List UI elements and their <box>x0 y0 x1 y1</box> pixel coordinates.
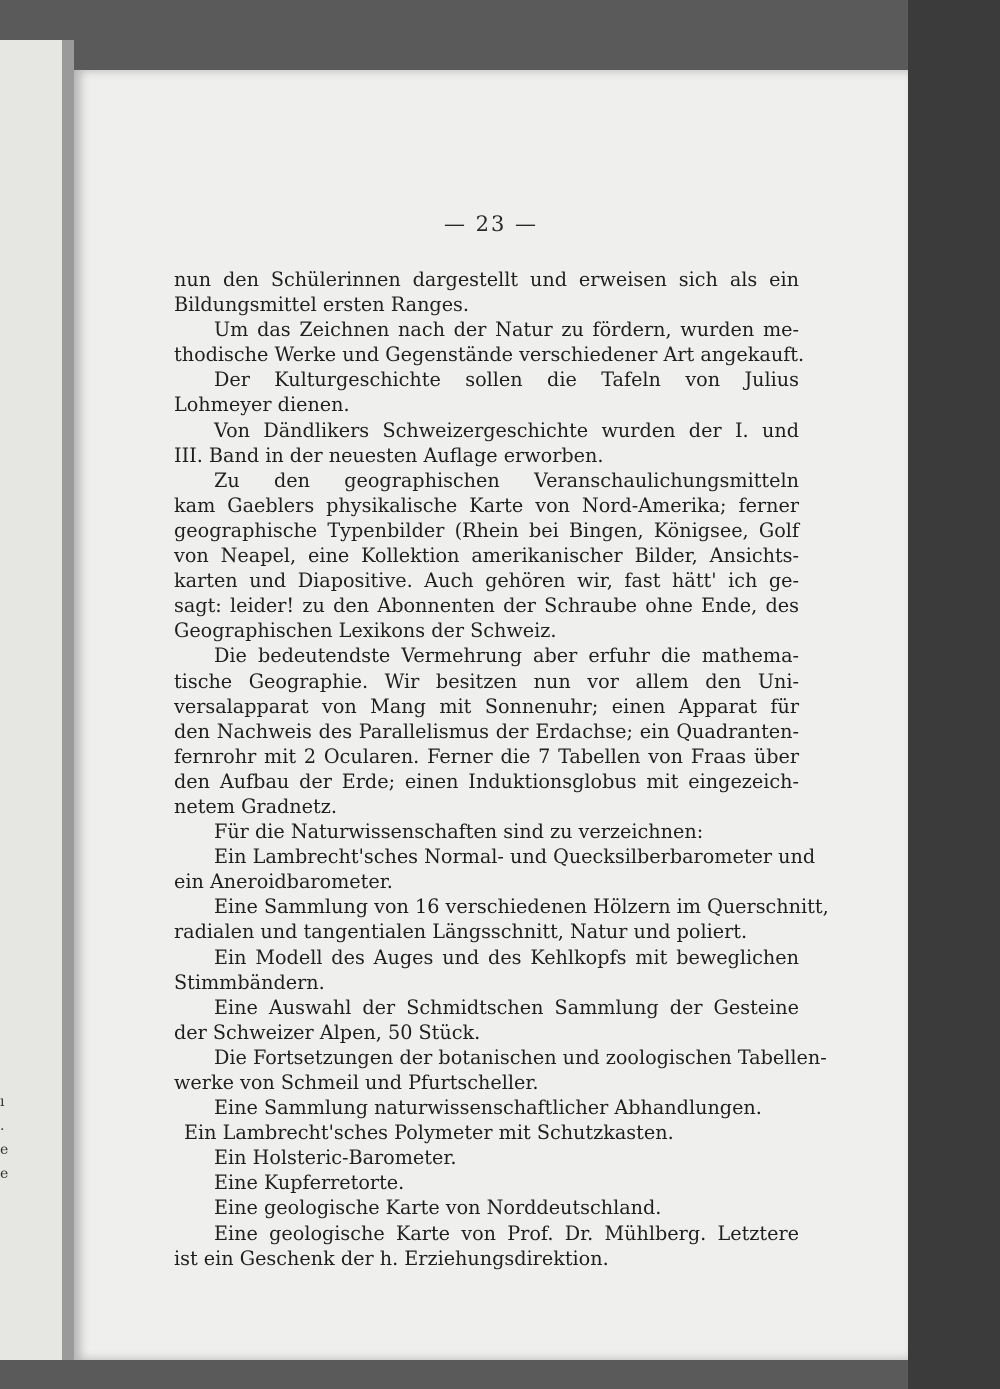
text-line: radialen und tangentialen Längsschnitt, Natur und poliert. <box>174 920 748 944</box>
text-line: Eine Sammlung von 16 verschiedenen Hölzern im Querschnitt, <box>214 895 829 919</box>
text-line: Für die Naturwissenschaften sind zu verzeichnen: <box>214 820 704 844</box>
text-line: Die Fortsetzungen der botanischen und zoologischen Tabellen- <box>214 1045 827 1069</box>
text-line: tische Geographie. Wir besitzen nun vor allem den Uni- <box>174 669 799 693</box>
text-line: nun den Schülerinnen dargestellt und erweisen sich als ein <box>174 268 799 291</box>
left-page-mark: . <box>0 1118 5 1134</box>
text-line: Von Dändlikers Schweizergeschichte wurden der I. und <box>214 418 799 442</box>
left-page-marks <box>0 1090 14 1186</box>
text-line: ist ein Geschenk der h. Erziehungsdirektion. <box>174 1246 609 1270</box>
text-line: Eine Auswahl der Schmidtschen Sammlung der Gesteine <box>214 995 799 1019</box>
scan-right-border <box>908 0 1000 1389</box>
text-line: kam Gaeblers physikalische Karte von Nord-Amerika; ferner <box>174 493 799 517</box>
text-line: versalapparat von Mang mit Sonnenuhr; einen Apparat für <box>174 694 799 718</box>
text-line: den Aufbau der Erde; einen Induktionsglobus mit eingezeich- <box>174 769 799 793</box>
text-line: der Schweizer Alpen, 50 Stück. <box>174 1020 481 1044</box>
text-line: thodische Werke und Gegenstände verschiedener Art angekauft. <box>174 343 805 367</box>
text-line: werke von Schmeil und Pfurtscheller. <box>174 1071 539 1094</box>
text-line: Stimmbändern. <box>174 970 325 994</box>
text-line: ein Aneroidbarometer. <box>174 870 393 894</box>
text-line: karten und Diapositive. Auch gehören wir, fast hätt' ich ge- <box>174 569 799 593</box>
body-text <box>174 267 829 1271</box>
text-line: geographische Typenbilder (Rhein bei Bingen, Königsee, Golf <box>174 518 799 542</box>
left-page-mark: e <box>0 1166 9 1182</box>
text-line: Lohmeyer dienen. <box>174 393 350 417</box>
text-line: von Neapel, eine Kollektion amerikanischer Bilder, Ansichts- <box>174 544 799 568</box>
text-line: III. Band in der neuesten Auflage erworben. <box>174 443 604 467</box>
book-gutter <box>62 40 74 1360</box>
text-line: Eine Sammlung naturwissenschaftlicher Abhandlungen. <box>214 1096 762 1120</box>
left-page-mark: ı <box>0 1094 5 1110</box>
text-line: Die bedeutendste Vermehrung aber erfuhr die mathema- <box>214 644 799 668</box>
left-page-mark: e <box>0 1142 9 1158</box>
text-line: Ein Modell des Auges und des Kehlkopfs mit beweglichen <box>214 945 799 969</box>
text-line: Eine Kupferretorte. <box>214 1171 405 1195</box>
text-line: Um das Zeichnen nach der Natur zu fördern, wurden me- <box>214 318 799 342</box>
text-line: Bildungsmittel ersten Ranges. <box>174 293 470 317</box>
page-number: — 23 — <box>443 212 539 236</box>
text-line: Eine geologische Karte von Norddeutschland. <box>214 1196 662 1220</box>
text-line: Geographischen Lexikons der Schweiz. <box>174 619 557 643</box>
text-line: sagt: leider! zu den Abonnenten der Schraube ohne Ende, des <box>174 594 799 618</box>
text-line: Eine geologische Karte von Prof. Dr. Mühlberg. Letztere <box>214 1221 799 1245</box>
text-line: netem Gradnetz. <box>174 794 337 818</box>
text-line: fernrohr mit 2 Ocularen. Ferner die 7 Tabellen von Fraas über <box>174 744 799 768</box>
text-line: Ein Lambrecht'sches Normal- und Quecksilberbarometer und <box>214 845 816 869</box>
text-line: Ein Lambrecht'sches Polymeter mit Schutzkasten. <box>184 1121 674 1145</box>
text-line: Ein Holsteric-Barometer. <box>214 1146 457 1170</box>
text-line: Zu den geographischen Veranschaulichungsmitteln <box>214 468 799 492</box>
document-page <box>74 70 908 1360</box>
text-line: Der Kulturgeschichte sollen die Tafeln von Julius <box>214 368 799 392</box>
text-line: den Nachweis des Parallelismus der Erdachse; ein Quadranten- <box>174 719 799 743</box>
